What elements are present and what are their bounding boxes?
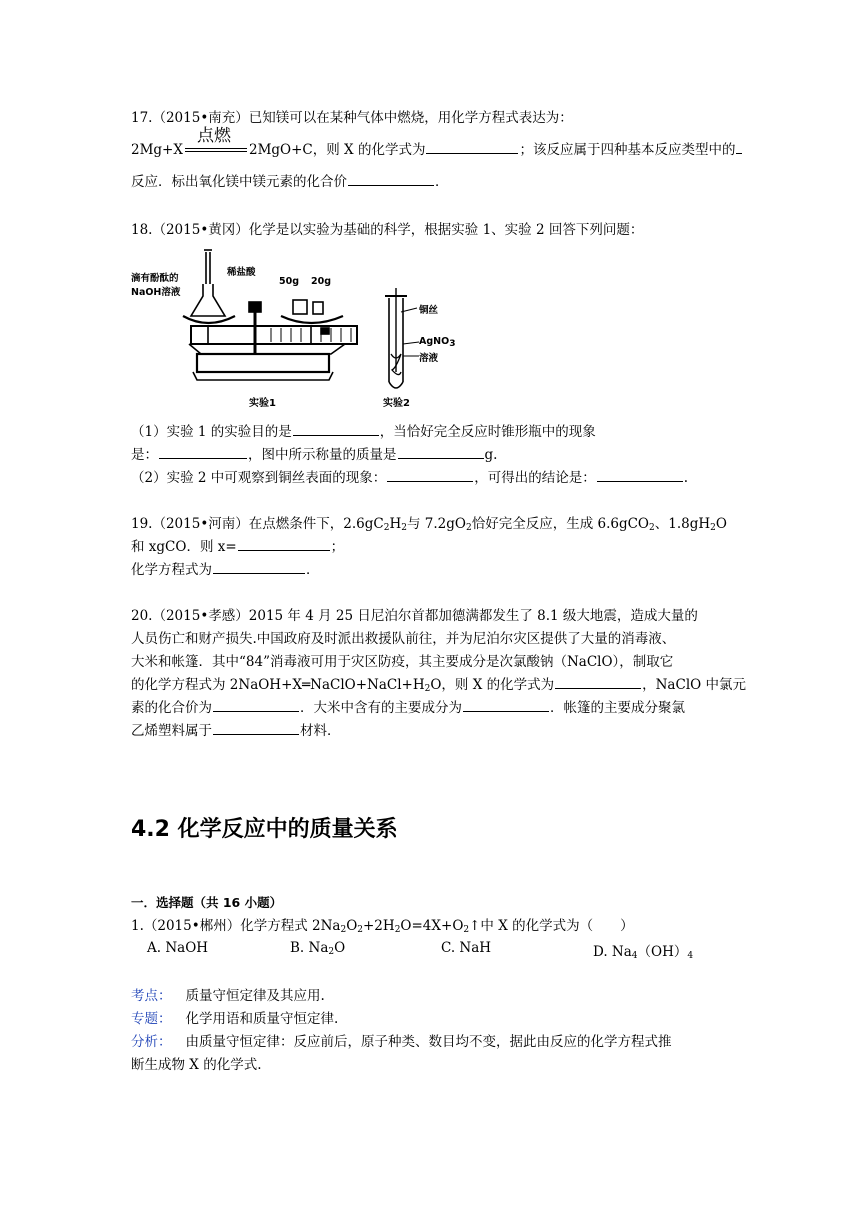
q19-text-1: 19.（2015•河南）在点燃条件下，2.6gC	[131, 516, 384, 532]
q17-answer-blank-1[interactable]	[426, 140, 518, 154]
q1-line: 1.（2015•郴州）化学方程式 $2Na_2O_2+2H_2O=4X+O_2↑$中 X 的化学式为（ ）	[131, 918, 634, 935]
q18-sub2-text-a: （2）实验 2 中可观察到铜丝表面的现象：	[131, 470, 387, 486]
q18-sub2-line	[131, 468, 688, 488]
q18-sub2-text-b: ，可得出的结论是：	[474, 470, 596, 486]
q20-text-2: 人员伤亡和财产损失.中国政府及时派出救援队前往，并为尼泊尔灾区提供了大量的消毒液、	[131, 631, 676, 647]
kaodian-text: 质量守恒定律及其应用.	[185, 988, 325, 1004]
q19-line-2	[131, 537, 344, 557]
label-weight-20g: 20g	[311, 276, 332, 287]
q20-text-5b: ．大米中含有的主要成分为	[300, 700, 462, 716]
q19-text-3: 与 7.2gO	[406, 516, 466, 532]
fenxi-row-2	[131, 1055, 261, 1075]
q19-text-4: 恰好完全反应，生成 6.6gCO	[471, 516, 650, 532]
caption-experiment-1: 实验1	[249, 398, 276, 409]
q18-answer-blank-1[interactable]	[293, 422, 379, 436]
q19-text-6: O	[715, 516, 727, 532]
q19-answer-blank-2[interactable]	[213, 560, 305, 574]
fenxi-label: 分析：	[131, 1034, 172, 1050]
q18-answer-blank-4[interactable]	[387, 468, 473, 482]
q20-text-1: 20.（2015•孝感）2015 年 4 月 25 日尼泊尔首都加德满都发生了 8.1 级大地震，造成大量的	[131, 608, 698, 624]
q1-option-a[interactable]: A. NaOH	[147, 940, 209, 956]
kaodian-row	[131, 986, 325, 1006]
q18-sub1-text-d: ，图中所示称量的质量是	[248, 447, 397, 463]
label-agno3: AgNO$_3$	[419, 336, 456, 349]
q18-sub1-text-a: （1）实验 1 的实验目的是	[131, 424, 292, 440]
q19-period: ．	[306, 562, 320, 578]
q20-line-6	[131, 721, 341, 741]
fenxi-row	[131, 1032, 672, 1052]
q17-reaction-condition	[183, 126, 249, 160]
q1-option-c[interactable]: C. NaH	[441, 940, 492, 956]
choice-section-header: 一．选择题（共 16 小题）	[131, 895, 283, 910]
zhuanti-text: 化学用语和质量守恒定律.	[185, 1011, 339, 1027]
q17-answer-blank-3[interactable]	[348, 172, 434, 186]
q17-text-2: ；该反应属于四种基本反应类型中的	[519, 142, 736, 158]
q19-text-2: H	[389, 516, 402, 532]
q18-answer-blank-3[interactable]	[398, 445, 484, 459]
label-solution: 溶液	[419, 353, 439, 364]
q18-answer-blank-2[interactable]	[159, 445, 247, 459]
q20-text-3: 大米和帐篷．其中“84”消毒液可用于灾区防疫，其主要成分是次氯酸钠（NaClO），制取它	[131, 654, 674, 670]
q20-text-6a: 乙烯塑料属于	[131, 723, 212, 739]
q1-option-b[interactable]: B. $Na_2O$	[290, 940, 346, 957]
balance-and-test-tube-illustration	[131, 244, 461, 420]
q17-line-3	[131, 172, 449, 192]
q20-answer-blank-3[interactable]	[463, 698, 549, 712]
label-copper-wire: 铜丝	[419, 305, 439, 316]
kaodian-label: 考点：	[131, 988, 172, 1004]
q18-sub1-line-1	[131, 422, 596, 442]
q19-text-5: 、1.8gH	[654, 516, 711, 532]
q20-text-4b: O，则 X 的化学式为	[430, 677, 555, 693]
q17-condition-text: 点燃	[196, 126, 231, 146]
label-dilute-hcl: 稀盐酸	[227, 267, 256, 278]
q20-text-5a: 素的化合价为	[131, 700, 212, 716]
q17-intro-text: 17.（2015•南充）已知镁可以在某种气体中燃烧，用化学方程式表达为：	[131, 110, 573, 126]
q18-sub1-text-c: 是：	[131, 447, 158, 463]
label-naoh-solution: NaOH溶液	[131, 287, 181, 298]
q19-line-3	[131, 560, 320, 580]
label-phenolphthalein-naoh: 滴有酚酞的	[131, 273, 179, 284]
q1-text-4: O=4X+O	[400, 918, 464, 934]
q18-sub2-period: .	[683, 470, 689, 486]
label-weight-50g: 50g	[279, 276, 300, 287]
q20-text-5c: ．帐篷的主要成分聚氯	[550, 700, 685, 716]
q18-line-1	[131, 220, 643, 240]
q17-equation-right: 2MgO+C，则 X 的化学式为	[248, 142, 426, 158]
q20-answer-blank-1[interactable]	[555, 675, 641, 689]
caption-experiment-2: 实验2	[383, 398, 410, 409]
q17-equation-left: 2Mg+X	[131, 142, 183, 158]
q18-intro-text: 18.（2015•黄冈）化学是以实验为基础的科学，根据实验 1、实验 2 回答下列问题：	[131, 222, 644, 238]
q20-line-5	[131, 698, 685, 718]
q19-line-1: 19.（2015•河南）在点燃条件下，$2.6gC_2H_2$与 $7.2gO_2$恰好完全反应，生成 6.6gCO$_2$、$1.8gH_2O$	[131, 516, 727, 533]
q18-sub1-unit: g.	[484, 447, 498, 463]
q20-line-1	[131, 606, 698, 626]
q17-period: ．	[435, 174, 449, 190]
q19-semicolon: ；	[330, 539, 345, 555]
q1-text-1: 1.（2015•郴州）化学方程式 2Na	[131, 918, 341, 934]
q1-text-2: O	[346, 918, 358, 934]
q18-sub1-line-2	[131, 445, 497, 465]
q1-text-5: ↑中 X 的化学式为（ ）	[469, 918, 634, 934]
q19-answer-blank-1[interactable]	[238, 537, 330, 551]
q20-text-4a: 的化学方程式为 2NaOH+X═NaClO+NaCl+H	[131, 677, 425, 693]
q1-option-d[interactable]: D. $Na_4(OH)_4$	[593, 944, 694, 961]
zhuanti-label: 专题：	[131, 1011, 172, 1027]
q20-line-2	[131, 629, 675, 649]
zhuanti-row	[131, 1009, 338, 1029]
q17-answer-blank-2[interactable]	[736, 140, 742, 154]
fenxi-text-1: 由质量守恒定律：反应前后，原子种类、数目均不变，据此由反应的化学方程式推	[185, 1034, 672, 1050]
q19-text-8: 化学方程式为	[131, 562, 212, 578]
q20-line-3	[131, 652, 673, 672]
q1-text-3: +2H	[363, 918, 395, 934]
q20-text-6b: 材料．	[300, 723, 341, 739]
section-title: 4.2 化学反应中的质量关系	[131, 817, 398, 842]
q20-answer-blank-2[interactable]	[213, 698, 299, 712]
q18-sub1-text-b: ，当恰好完全反应时锥形瓶中的现象	[379, 424, 596, 440]
q17-line-1	[131, 108, 573, 128]
q18-experiment-figure	[131, 244, 461, 420]
q20-text-4c: ，NaClO 中氯元	[642, 677, 746, 693]
fenxi-text-2: 断生成物 X 的化学式.	[131, 1057, 262, 1073]
q19-text-7: 和 xgCO．则 x=	[131, 539, 237, 555]
q20-answer-blank-4[interactable]	[213, 721, 299, 735]
q18-answer-blank-5[interactable]	[597, 468, 683, 482]
q17-line-2	[131, 126, 743, 160]
q20-line-4: 的化学方程式为 $2NaOH+X═NaClO+NaCl+H_2O$，则 X 的化学式为 ，NaClO 中氯元	[131, 677, 746, 694]
q17-text-3: 反应．标出氧化镁中镁元素的化合价	[131, 174, 347, 190]
